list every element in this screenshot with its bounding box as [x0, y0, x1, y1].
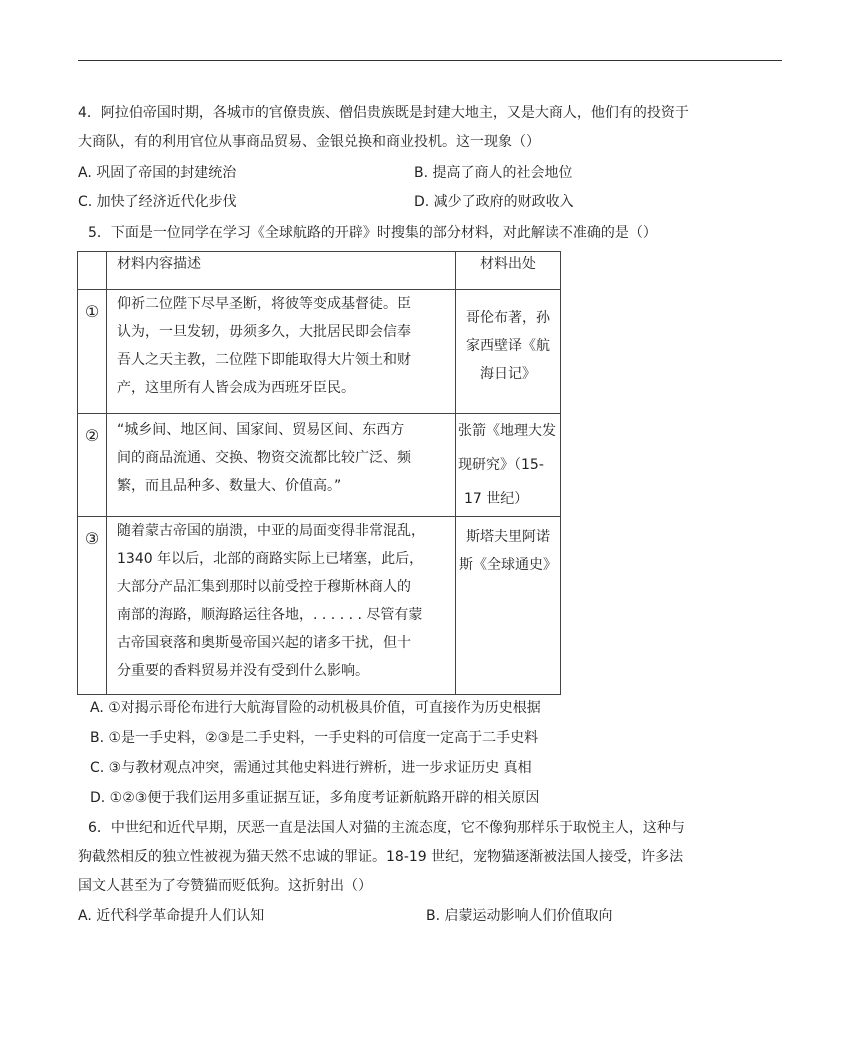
content-line: 间的商品流通、交换、物资交流都比较广泛、频	[117, 450, 411, 466]
header-content: 材料内容描述	[107, 252, 456, 290]
q5-option-a[interactable]: A. ①对揭示哥伦布进行大航海冒险的动机极具价值，可直接作为历史根据	[90, 700, 541, 716]
content-line: 繁，而且品种多、数量大、价值高。”	[117, 478, 342, 494]
q6-option-b[interactable]: B. 启蒙运动影响人们价值取向	[426, 908, 613, 924]
source-line: 斯《全球通史》	[459, 557, 557, 573]
content-line: 分重要的香料贸易并没有受到什么影响。	[117, 663, 369, 679]
content-line: 古帝国衰落和奥斯曼帝国兴起的诸多干扰，但十	[117, 635, 411, 651]
row-content	[107, 414, 456, 517]
header-source: 材料出处	[456, 252, 561, 290]
q5-stem: 5．下面是一位同学在学习《全球航路的开辟》时搜集的部分材料，对此解读不准确的是（）	[88, 225, 657, 241]
content-line: 南部的海路，顺海路运往各地，. . . . . . 尽管有蒙	[117, 607, 423, 623]
q4-option-d[interactable]: D. 减少了政府的财政收入	[414, 194, 574, 210]
content-line: 吾人之天主教，二位陛下即能取得大片领土和财	[117, 352, 411, 368]
q6-option-a[interactable]: A. 近代科学革命提升人们认知	[78, 908, 265, 924]
source-line: 海日记》	[480, 366, 536, 382]
q6-stem-line3: 国文人甚至为了夸赞猫而贬低狗。这折射出（）	[78, 878, 372, 894]
row-content	[107, 517, 456, 695]
content-line: 仰祈二位陛下尽早圣断，将彼等变成基督徒。臣	[117, 296, 411, 312]
source-line: 现研究》（15-	[458, 457, 544, 473]
header-num-cell	[78, 252, 107, 290]
content-line: 大部分产品汇集到那时以前受控于穆斯林商人的	[117, 579, 411, 595]
q5-option-c[interactable]: C. ③与教材观点冲突，需通过其他史料进行辨析，进一步求证历史 真相	[90, 760, 532, 776]
table-row	[78, 517, 561, 695]
table-header-row	[78, 252, 561, 290]
row-number-label: ②	[84, 426, 100, 445]
row-number-label: ①	[84, 302, 100, 321]
source-line: 张箭《地理大发	[458, 423, 556, 439]
table-row	[78, 414, 561, 517]
q4-option-c[interactable]: C. 加快了经济近代化步伐	[78, 194, 237, 210]
row-number	[78, 414, 107, 517]
source-line: 斯塔夫里阿诺	[466, 529, 550, 545]
content-line: 1340 年以后，北部的商路实际上已堵塞，此后，	[117, 551, 424, 567]
content-line: 随着蒙古帝国的崩溃，中亚的局面变得非常混乱，	[117, 523, 425, 539]
content-line: “城乡间、地区间、国家间、贸易区间、东西方	[117, 422, 405, 438]
q4-option-b[interactable]: B. 提高了商人的社会地位	[414, 165, 573, 181]
header-rule	[78, 60, 782, 61]
row-source	[456, 517, 561, 695]
table-row	[78, 290, 561, 414]
q5-option-d[interactable]: D. ①②③便于我们运用多重证据互证，多角度考证新航路开辟的相关原因	[90, 790, 540, 806]
row-source	[456, 290, 561, 414]
q6-stem-line1: 6．中世纪和近代早期，厌恶一直是法国人对猫的主流态度，它不像狗那样乐于取悦主人，这种与	[88, 820, 685, 836]
content-line: 产，这里所有人皆会成为西班牙臣民。	[117, 380, 355, 396]
row-number-label: ③	[84, 529, 100, 548]
row-number	[78, 290, 107, 414]
row-number	[78, 517, 107, 695]
source-line: 家西壁译《航	[466, 338, 550, 354]
q5-source-table	[77, 251, 561, 695]
row-content	[107, 290, 456, 414]
q4-stem-line1: 4．阿拉伯帝国时期，各城市的官僚贵族、僧侣贵族既是封建大地主，又是大商人，他们有的投资于	[78, 105, 689, 121]
source-line: 哥伦布著，孙	[466, 310, 550, 326]
content-line: 认为，一旦发轫，毋须多久，大批居民即会信奉	[117, 324, 411, 340]
q5-option-b[interactable]: B. ①是一手史料，②③是二手史料，一手史料的可信度一定高于二手史料	[90, 730, 539, 746]
row-source	[456, 414, 561, 517]
source-line: 17 世纪）	[464, 491, 529, 507]
q4-stem-line2: 大商队，有的利用官位从事商品贸易、金银兑换和商业投机。这一现象（）	[78, 134, 540, 150]
q6-stem-line2: 狗截然相反的独立性被视为猫天然不忠诚的罪证。18-19 世纪，宠物猫逐渐被法国人接受，许多法	[78, 849, 684, 865]
q4-option-a[interactable]: A. 巩固了帝国的封建统治	[78, 165, 237, 181]
